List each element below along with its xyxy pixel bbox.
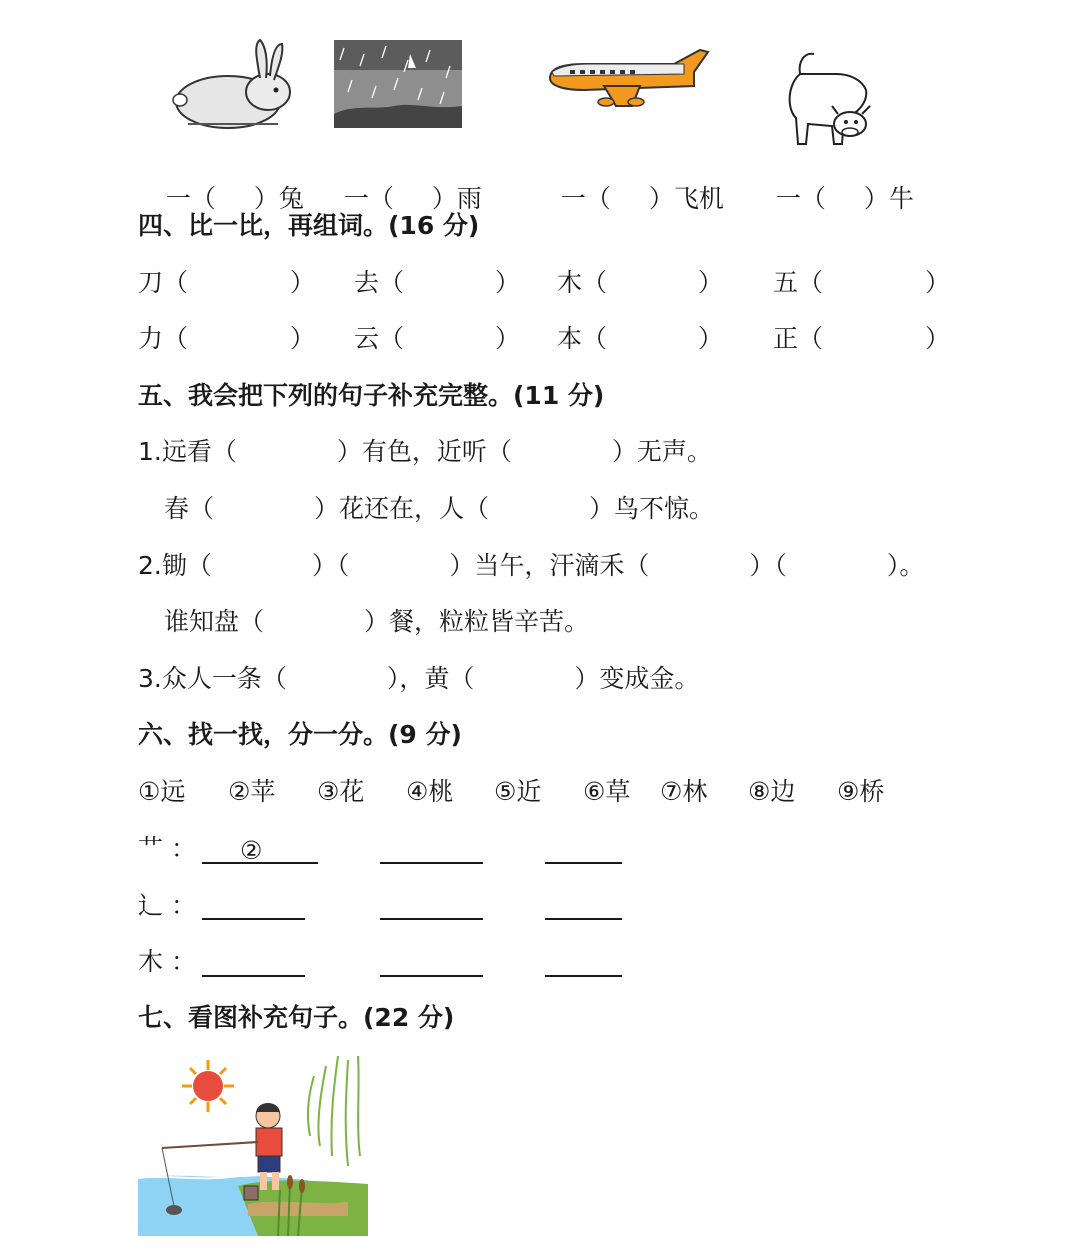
s6-char-9: ⑨桥: [837, 777, 885, 806]
rain-picture: [334, 40, 462, 128]
s4-row1-c1: 刀（: [138, 268, 189, 297]
s4-row2-c2-close: ）: [495, 324, 521, 353]
section6-title: 六、找一找，分一分。(9 分): [138, 720, 462, 749]
section4-title: 四、比一比，再组词。(16 分): [138, 211, 480, 240]
rabbit-picture: [168, 36, 296, 132]
s4-row1-c1-close: ）: [290, 268, 316, 297]
s4-row1-c4: 五（: [773, 268, 824, 297]
s6-char-1: ①远: [138, 777, 186, 806]
answer-line[interactable]: [380, 975, 483, 977]
s4-row2-c2: 云（: [354, 324, 405, 353]
airplane-picture: [544, 46, 714, 116]
label-cow: 一（ ）牛: [775, 184, 914, 213]
cow-picture: [780, 44, 880, 152]
s5-line-4: 谁知盘（ ）餐，粒粒皆辛苦。: [164, 607, 590, 636]
answer-line[interactable]: [545, 918, 622, 920]
answer-line[interactable]: [202, 975, 305, 977]
s5-line-3: 2.锄（ ）（ ）当午，汗滴禾（ ）（ ）。: [138, 551, 925, 580]
s4-row1-c3: 木（: [557, 268, 608, 297]
s5-line-2: 春（ ）花还在，人（ ）鸟不惊。: [164, 494, 715, 523]
s4-row2-c4: 正（: [773, 324, 824, 353]
answer-line[interactable]: [380, 918, 483, 920]
label-rabbit: 一（ ）兔: [165, 184, 304, 213]
fishing-boy-picture: [138, 1056, 368, 1236]
s4-row1-c4-close: ）: [925, 268, 951, 297]
answer-line[interactable]: [545, 862, 622, 864]
s4-row2-c3: 本（: [557, 324, 608, 353]
s4-row1-c2-close: ）: [495, 268, 521, 297]
s4-row2-c1-close: ）: [290, 324, 316, 353]
s4-row2-c3-close: ）: [698, 324, 724, 353]
s6-char-3: ③花: [317, 777, 365, 806]
section5-title: 五、我会把下列的句子补充完整。(11 分): [138, 381, 605, 410]
s6-char-5: ⑤近: [494, 777, 542, 806]
s6-radical-grass: 艹 ：: [138, 834, 196, 863]
s6-radical-wood: 木 ：: [138, 947, 196, 976]
answer-line[interactable]: [202, 918, 305, 920]
answer-line[interactable]: [545, 975, 622, 977]
label-airplane: 一（ ）飞机: [560, 184, 724, 213]
s4-row1-c3-close: ）: [698, 268, 724, 297]
section7-title: 七、看图补充句子。(22 分): [138, 1003, 455, 1032]
s6-example-answer: ②: [240, 836, 263, 865]
s4-row2-c4-close: ）: [925, 324, 951, 353]
s5-line-5: 3.众人一条（ ），黄（ ）变成金。: [138, 664, 700, 693]
label-rain: 一（ ）雨: [343, 184, 482, 213]
s6-radical-walk: 辶 ：: [138, 891, 196, 920]
s4-row2-c1: 力（: [138, 324, 189, 353]
s6-char-2: ②苹: [228, 777, 276, 806]
s6-char-8: ⑧边: [748, 777, 796, 806]
s6-char-6: ⑥草: [583, 777, 631, 806]
s4-row1-c2: 去（: [354, 268, 405, 297]
answer-line[interactable]: [380, 862, 483, 864]
s6-char-4: ④桃: [406, 777, 454, 806]
s6-char-7: ⑦林: [660, 777, 708, 806]
s5-line-1: 1.远看（ ）有色，近听（ ）无声。: [138, 437, 712, 466]
